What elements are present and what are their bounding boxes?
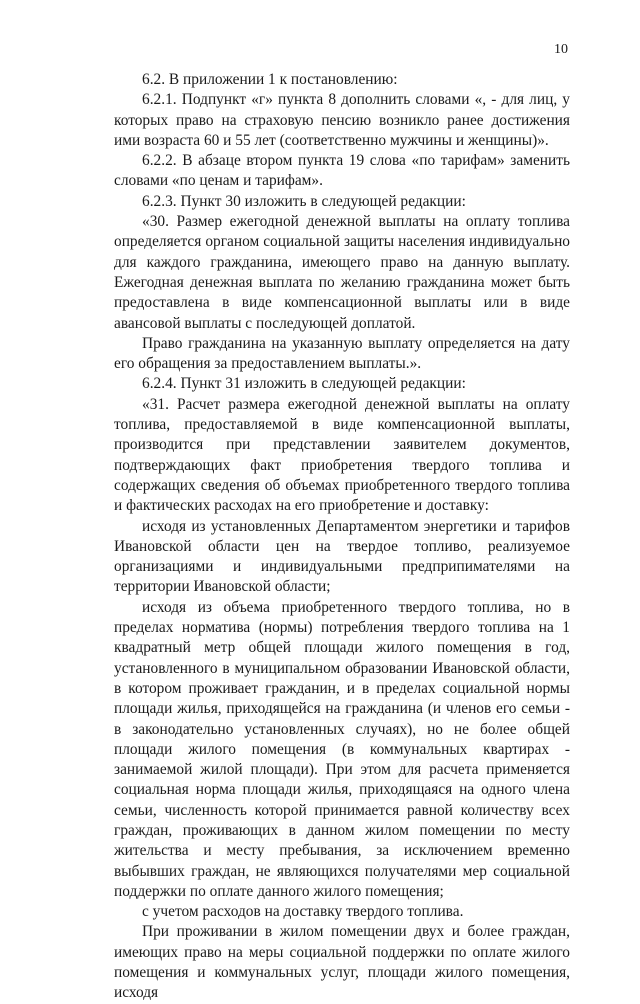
paragraph-6-2-3: 6.2.3. Пункт 30 изложить в следующей редакции: — [142, 192, 466, 210]
paragraph-item-30: «30. Размер ежегодной денежной выплаты на оплату топлива определяется органом социальной защиты населения индивидуально для каждого гражданина, имеющего право на данную выплату. Ежегодная денежная выплата по желанию гражданина может быть предоставлена в виде компенсационной выплаты или в виде авансовой выплаты с последующей доплатой. — [114, 213, 570, 332]
page-number: 10 — [554, 42, 568, 57]
paragraph-volume-basis: исходя из объема приобретенного твердого топлива, но в пределах норматива (нормы) потребления твердого топлива на 1 квадратный метр общей площади жилого помещения в год, установленного в муниципальном образовании Ивановской области, в котором проживает гражданин, и в пределах социальной нормы площади жилья, приходящейся на гражданина (и членов его семьи - в законодательно установленных случаях), но не более общей площади жилого помещения (в коммунальных квартирах - занимаемой жилой площади). При этом для расчета применяется социальная норма площади жилья, приходящаяся на одного члена семьи, численность которой принимается равной количеству всех граждан, проживающих в данном жилом помещении по месту жительства и месту пребывания, за исключением временно выбывших граждан, не являющихся получателями мер социальной поддержки по оплате данного жилого помещения; — [114, 598, 570, 900]
paragraph-item-31: «31. Расчет размера ежегодной денежной выплаты на оплату топлива, предоставляемой в виде компенсационной выплаты, производится при представлении заявителем документов, подтверждающих факт приобретения твердого топлива и содержащих сведения об объемах приобретенного твердого топлива и фактических расходах на его приобретение и доставку: — [114, 395, 570, 515]
paragraph-prices-basis: исходя из установленных Департаментом энергетики и тарифов Ивановской области цен на твердое топливо, реализуемое организациями и индивидуальными предприпимателями на территории Ивановской области; — [114, 517, 570, 596]
paragraph-6-2-1: 6.2.1. Подпункт «г» пункта 8 дополнить словами «, - для лиц, у которых право на страховую пенсию возникло ранее достижения ими возраста 60 и 55 лет (соответственно мужчины и женщины)». — [114, 91, 570, 149]
paragraph-6-2-4: 6.2.4. Пункт 31 изложить в следующей редакции: — [142, 375, 466, 393]
paragraph-delivery-costs: с учетом расходов на доставку твердого топлива. — [142, 903, 464, 921]
document-body — [114, 70, 570, 1004]
paragraph-multiple-residents: При проживании в жилом помещении двух и более граждан, имеющих право на меры социальной поддержки по оплате жилого помещения и коммунальных услуг, площади жилого помещения, исходя — [114, 923, 570, 1002]
paragraph-item-30-right: Право гражданина на указанную выплату определяется на дату его обращения за предоставлением выплаты.». — [114, 334, 570, 373]
paragraph-6-2-2: 6.2.2. В абзаце втором пункта 19 слова «по тарифам» заменить словами «по ценам и тарифам». — [114, 152, 570, 190]
paragraph-6-2: 6.2. В приложении 1 к постановлению: — [142, 71, 398, 88]
